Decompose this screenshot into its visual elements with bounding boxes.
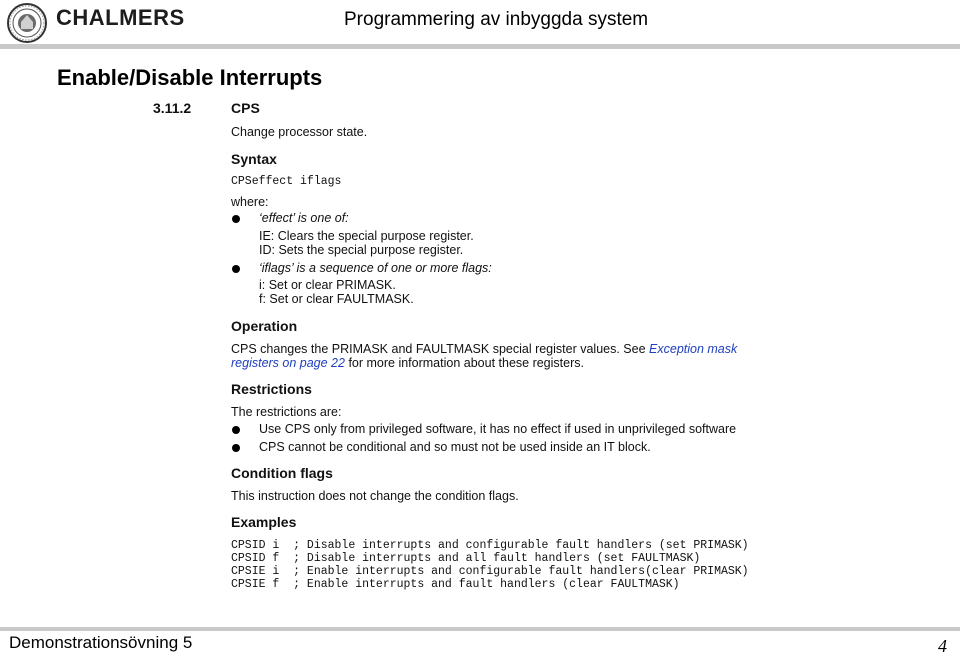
restriction-1: Use CPS only from privileged software, it has no effect if used in unprivileged software: [259, 422, 737, 436]
operation-heading: Operation: [231, 318, 298, 334]
bullet-icon: [232, 426, 240, 434]
where-label: where:: [231, 195, 269, 209]
restriction-2: CPS cannot be conditional and so must not be used inside an IT block.: [259, 440, 651, 454]
operation-link-1[interactable]: Exception mask: [649, 342, 738, 356]
condition-flags-heading: Condition flags: [231, 465, 333, 481]
syntax-code: CPSeffect iflags: [231, 175, 342, 188]
bullet-icon: [232, 215, 240, 223]
effect-intro: ‘effect’ is one of:: [259, 211, 349, 225]
iflags-intro: ‘iflags’ is a sequence of one or more flags:: [259, 261, 492, 275]
effect-id: ID: Sets the special purpose register.: [259, 243, 464, 257]
operation-text-2: for more information about these registers.: [344, 356, 584, 370]
operation-line-1: [231, 342, 737, 356]
bullet-icon: [232, 444, 240, 452]
footer-text: Demonstrationsövning 5: [9, 633, 193, 652]
condition-flags-text: This instruction does not change the condition flags.: [231, 489, 519, 503]
course-title: Programmering av inbyggda system: [344, 9, 649, 30]
operation-text-1: CPS changes the PRIMASK and FAULTMASK special register values. See: [231, 342, 650, 356]
flag-i: i: Set or clear PRIMASK.: [259, 278, 396, 292]
effect-ie: IE: Clears the special purpose register.: [259, 229, 474, 243]
section-title: CPS: [231, 100, 260, 116]
page-number: 4: [938, 636, 947, 656]
slide-title: Enable/Disable Interrupts: [57, 65, 323, 90]
section-description: Change processor state.: [231, 125, 368, 139]
section-number: 3.11.2: [153, 100, 192, 116]
flag-f: f: Set or clear FAULTMASK.: [259, 292, 414, 306]
header-divider: [0, 44, 960, 49]
operation-link-2[interactable]: registers on page 22: [231, 356, 345, 370]
example-line: CPSID i ; Disable interrupts and configurable fault handlers (set PRIMASK): [231, 539, 749, 552]
examples-heading: Examples: [231, 514, 297, 530]
restrictions-heading: Restrictions: [231, 381, 312, 397]
brand-wordmark: CHALMERS: [56, 5, 185, 30]
bullet-icon: [232, 265, 240, 273]
operation-line-2: [231, 356, 584, 370]
example-line: CPSID f ; Disable interrupts and all fault handlers (set FAULTMASK): [231, 552, 701, 565]
footer-divider: [0, 627, 960, 631]
syntax-heading: Syntax: [231, 151, 277, 167]
example-line: CPSIE f ; Enable interrupts and fault handlers (clear FAULTMASK): [231, 578, 680, 591]
example-line: CPSIE i ; Enable interrupts and configurable fault handlers(clear PRIMASK): [231, 565, 749, 578]
restrictions-intro: The restrictions are:: [231, 405, 342, 419]
chalmers-seal-logo: [6, 2, 48, 44]
